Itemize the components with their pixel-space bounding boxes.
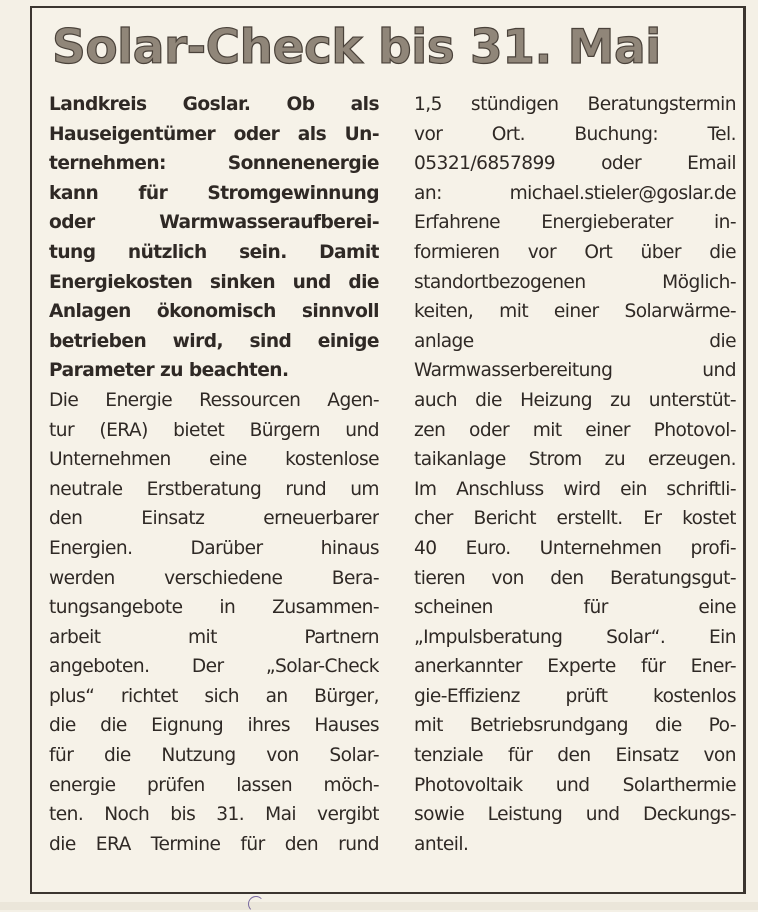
text-line: 40 Euro. Unternehmen profi-: [414, 537, 736, 559]
text-line: ternehmen: Sonnenenergie: [49, 153, 379, 175]
text-line: Energien. Darüber hinaus: [49, 537, 379, 559]
scan-margin: [0, 902, 758, 910]
text-line: 1,5 stündigen Beratungstermin: [414, 94, 736, 115]
text-line: Hauseigentümer oder als Un-: [49, 123, 379, 145]
article-right-column: [414, 90, 736, 859]
text-line: tur (ERA) bietet Bürgern und: [49, 419, 379, 441]
text-line: ten. Noch bis 31. Mai vergibt: [49, 804, 379, 826]
text-line: für die Nutzung von Solar-: [49, 745, 379, 767]
text-line: die die Eignung ihres Hauses: [49, 715, 379, 737]
text-line: kann für Stromgewinnung: [49, 182, 379, 204]
text-line: werden verschiedene Bera-: [49, 567, 379, 589]
article-left-column: [49, 90, 379, 859]
text-line: cher Bericht erstellt. Er kostet: [414, 508, 736, 530]
text-line: anteil.: [414, 833, 469, 855]
text-line: Photovoltaik und Solarthermie: [414, 774, 736, 796]
text-line: anlage die: [414, 330, 736, 352]
text-line: taikanlage Strom zu erzeugen.: [414, 449, 736, 471]
text-line: Im Anschluss wird ein schriftli-: [414, 478, 736, 500]
text-line: Warmwasserbereitung und: [414, 360, 736, 382]
text-line: oder Warmwasseraufberei-: [49, 212, 379, 234]
text-line: arbeit mit Partnern: [49, 626, 379, 648]
text-line: Die Energie Ressourcen Agen-: [49, 389, 379, 411]
text-line: scheinen für eine: [414, 597, 736, 619]
text-line: Parameter zu beachten.: [49, 360, 289, 382]
text-line: zen oder mit einer Photovol-: [414, 419, 736, 441]
text-line: tieren von den Beratungsgut-: [414, 567, 736, 589]
text-line: Energiekosten sinken und die: [49, 271, 379, 293]
text-line: vor Ort. Buchung: Tel.: [414, 123, 736, 145]
text-line: an: michael.stieler@goslar.de: [414, 182, 736, 204]
article-headline: Solar-Check bis 31. Mai: [52, 20, 661, 75]
text-line: plus“ richtet sich an Bürger,: [49, 685, 379, 707]
text-line: tung nützlich sein. Damit: [49, 241, 379, 263]
text-line: standortbezogenen Möglich-: [414, 271, 736, 293]
text-line: energie prüfen lassen möch-: [49, 774, 379, 796]
article-lead-paragraph: [49, 90, 379, 386]
text-line: „Impulsberatung Solar“. Ein: [414, 626, 736, 648]
text-line: 05321/6857899 oder Email: [414, 153, 736, 175]
text-line: neutrale Erstberatung rund um: [49, 478, 379, 500]
text-line: tungsangebote in Zusammen-: [49, 597, 379, 619]
text-line: keiten, mit einer Solarwärme-: [414, 301, 736, 323]
text-line: sowie Leistung und Deckungs-: [414, 804, 736, 826]
text-line: anerkannter Experte für Ener-: [414, 656, 736, 678]
text-line: betrieben wird, sind einige: [49, 330, 379, 352]
text-line: formieren vor Ort über die: [414, 241, 736, 263]
text-line: mit Betriebsrundgang die Po-: [414, 715, 736, 737]
text-line: angeboten. Der „Solar-Check: [49, 656, 379, 678]
text-line: tenziale für den Einsatz von: [414, 745, 736, 767]
newspaper-clipping: [30, 6, 746, 894]
text-line: Erfahrene Energieberater in-: [414, 212, 736, 234]
text-line: gie-Effizienz prüft kostenlos: [414, 685, 736, 707]
text-line: die ERA Termine für den rund: [49, 833, 379, 855]
article-body-paragraph: [49, 386, 379, 860]
text-line: Anlagen ökonomisch sinnvoll: [49, 301, 379, 323]
text-line: Landkreis Goslar. Ob als: [49, 94, 379, 115]
text-line: den Einsatz erneuerbarer: [49, 508, 379, 530]
text-line: Unternehmen eine kostenlose: [49, 449, 379, 471]
text-line: auch die Heizung zu unterstüt-: [414, 389, 736, 411]
